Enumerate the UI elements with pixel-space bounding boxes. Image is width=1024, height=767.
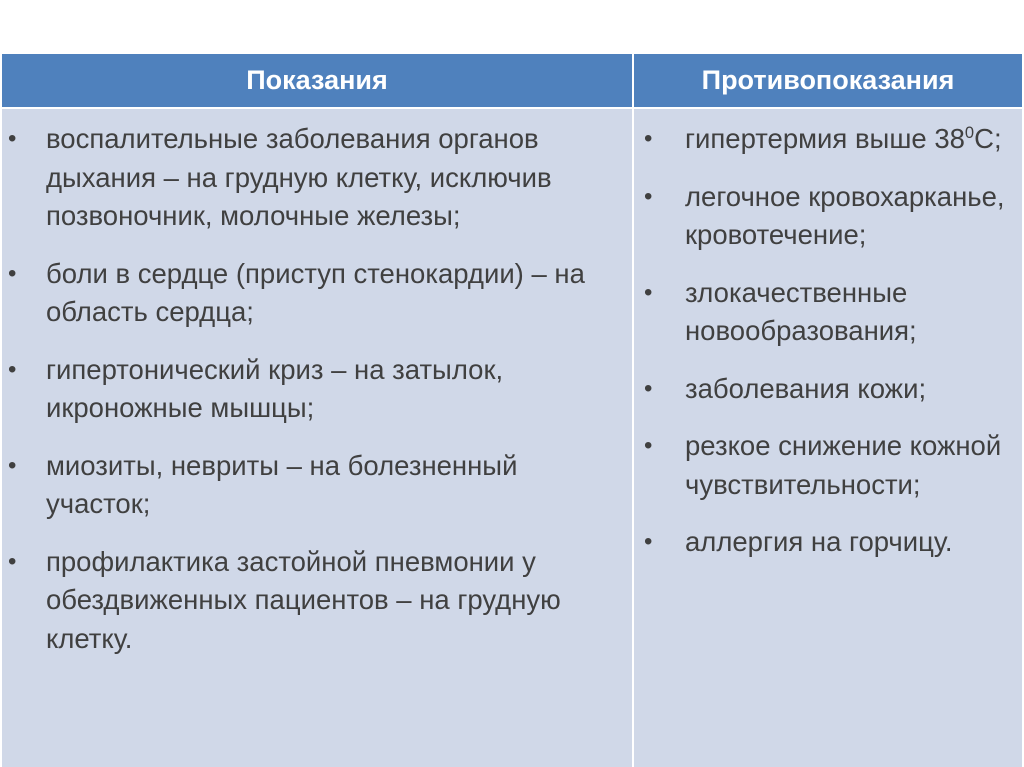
header-contraindications: Противопоказания (701, 65, 955, 95)
list-item: • гипертонический криз – на затылок, икроножные мышцы; (46, 351, 626, 428)
list-item: • миозиты, невриты – на болезненный участок; (46, 447, 626, 524)
list-item: • воспалительные заболевания органов дыхания – на грудную клетку, исключив позвоночник, молочные железы; (46, 120, 626, 236)
table-header-row (2, 54, 1022, 109)
header-indications: Показания (246, 65, 388, 95)
list-item: • аллергия на горчицу. (685, 523, 1015, 562)
item-text-unit: С; (974, 123, 1002, 154)
item-text: гипертермия выше 38 (685, 123, 965, 154)
degree-superscript: 0 (964, 123, 975, 142)
table-body-row (2, 109, 1022, 767)
indications-table (2, 54, 1022, 767)
list-item: • резкое снижение кожной чувствительности; (685, 427, 1015, 504)
list-item: • легочное кровохарканье, кровотечение; (685, 178, 1015, 255)
list-item: • злокачественные новообразования; (685, 274, 1015, 351)
list-item (685, 120, 1015, 159)
list-item: • профилактика застойной пневмонии у обездвиженных пациентов – на грудную клетку. (46, 543, 626, 659)
list-item: • боли в сердце (приступ стенокардии) – на область сердца; (46, 255, 626, 332)
list-item: • заболевания кожи; (685, 370, 1015, 409)
contraindications-list (685, 120, 1015, 581)
column-divider (632, 109, 634, 767)
indications-list (46, 120, 626, 677)
